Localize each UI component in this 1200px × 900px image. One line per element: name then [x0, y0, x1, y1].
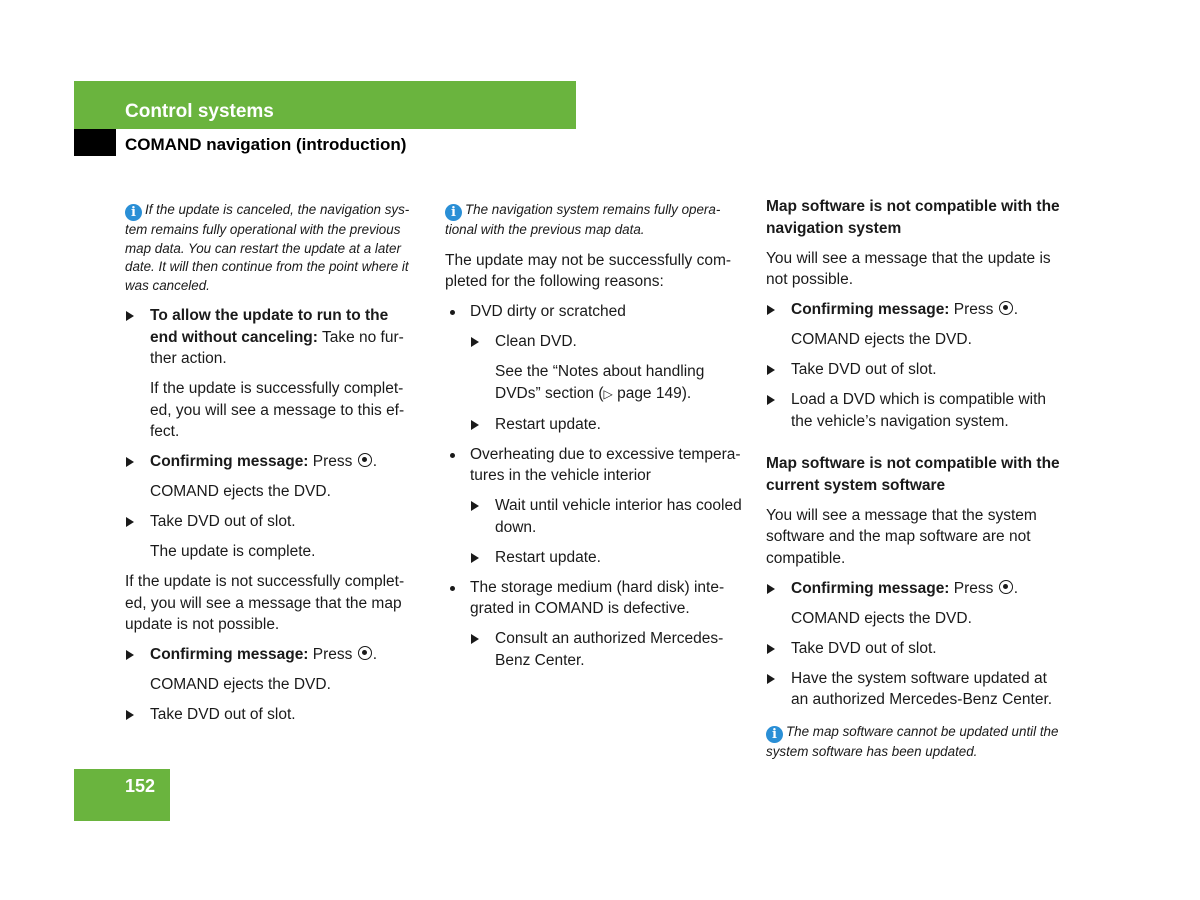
step-item: Consult an authorized Mercedes-Benz Center.	[470, 628, 747, 671]
step-item: Confirming message: Press .	[125, 644, 420, 666]
step-item: Confirming message: Press .	[766, 578, 1066, 600]
paragraph: See the “Notes about handling DVDs” section (▷ page 149).	[495, 363, 705, 402]
bullet-item: DVD dirty or scratched	[445, 301, 747, 323]
info-icon: i	[766, 726, 783, 743]
step-item: Take DVD out of slot.	[125, 704, 420, 726]
info-icon: i	[445, 204, 462, 221]
section-header-bar	[74, 81, 576, 129]
paragraph: You will see a message that the system software and the map software are not compatible.	[766, 506, 1037, 567]
paragraph: COMAND ejects the DVD.	[150, 676, 331, 693]
paragraph: If the update is successfully complet-ed, you will see a message to this ef-fect.	[150, 380, 405, 440]
paragraph: COMAND ejects the DVD.	[791, 331, 972, 348]
paragraph: COMAND ejects the DVD.	[150, 483, 331, 500]
press-knob-icon	[358, 646, 372, 660]
step-item: Load a DVD which is compatible with the vehicle’s navigation system.	[766, 389, 1066, 432]
paragraph: The update is complete.	[150, 543, 316, 560]
paragraph: The update may not be successfully com-pleted for the following reasons:	[445, 251, 732, 290]
paragraph: You will see a message that the update is not possible.	[766, 249, 1051, 288]
bullet-item: Overheating due to excessive tempera-tures in the vehicle interior	[445, 444, 747, 487]
step-item: To allow the update to run to the end without canceling: Take no fur-ther action.	[125, 305, 420, 370]
page-subtitle: COMAND navigation (introduction)	[125, 135, 407, 154]
step-item: Confirming message: Press .	[766, 299, 1066, 321]
page-ref-icon: ▷	[603, 386, 613, 401]
step-item: Confirming message: Press .	[125, 451, 420, 473]
paragraph: COMAND ejects the DVD.	[791, 609, 972, 627]
info-note: i The navigation system remains fully opera-tional with the previous map data.	[445, 202, 721, 237]
info-icon: i	[125, 204, 142, 221]
press-knob-icon	[358, 453, 372, 467]
step-item: Wait until vehicle interior has cooled down.	[470, 495, 747, 538]
step-item: Restart update.	[470, 547, 747, 569]
step-item: Have the system software updated at an authorized Mercedes-Benz Center.	[766, 668, 1066, 711]
bullet-item: The storage medium (hard disk) inte-grated in COMAND is defective.	[445, 577, 747, 620]
step-item: Clean DVD.	[470, 331, 747, 353]
column-1	[125, 196, 420, 726]
page-number-box	[74, 769, 170, 821]
press-knob-icon	[999, 301, 1013, 315]
step-item: Take DVD out of slot.	[766, 359, 1066, 381]
press-knob-icon	[999, 580, 1013, 594]
section-heading: Map software is not compatible with the navigation system	[766, 198, 1060, 237]
step-item: Take DVD out of slot.	[766, 638, 1066, 660]
section-heading: Map software is not compatible with the current system software	[766, 455, 1060, 494]
step-item: Restart update.	[470, 414, 747, 436]
paragraph: If the update is not successfully complet-ed, you will see a message that the map update is not possible.	[125, 573, 405, 633]
info-note: i The map software cannot be updated until the system software has been updated.	[766, 723, 1059, 759]
column-3	[766, 196, 1066, 761]
column-2	[445, 196, 747, 671]
info-note: i If the update is canceled, the navigation sys-tem remains fully operational with the previous map data. You can restart the update at a later date. It will then continue from the point where it was canceled.	[125, 202, 410, 293]
section-title: Control systems	[125, 101, 274, 122]
page-number: 152	[125, 776, 156, 796]
step-item: Take DVD out of slot.	[125, 511, 420, 533]
header-black-block	[74, 129, 116, 156]
